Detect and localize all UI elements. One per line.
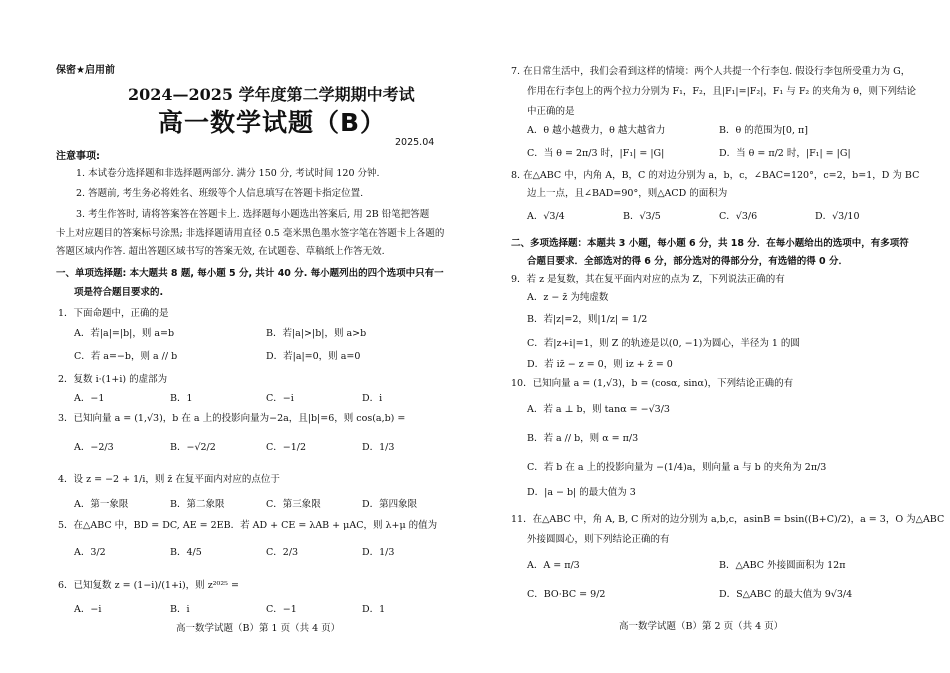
- q2-option-c: C．−i: [266, 393, 294, 404]
- q7-option-c: C．当 θ = 2π/3 时，|F₁| = |G|: [527, 148, 665, 159]
- q10-option-d: D．|a − b| 的最大值为 3: [527, 487, 636, 498]
- q5-option-c: C．2/3: [266, 547, 299, 558]
- q8-option-c: C．√3/6: [719, 211, 758, 222]
- q8-stem-line1: 8. 在△ABC 中，内角 A，B，C 的对边分别为 a，b，c，∠BAC=120°，c=2，b=1，D 为 BC: [511, 170, 920, 181]
- q7-stem-line3: 中正确的是: [527, 106, 575, 117]
- q3-option-c: C．−1/2: [266, 442, 307, 453]
- q1-stem: 1．下面命题中，正确的是: [58, 308, 169, 319]
- q8-option-d: D．√3/10: [815, 211, 860, 222]
- q11-option-a: A．A = π/3: [527, 560, 580, 571]
- q11-option-d: D．S△ABC 的最大值为 9√3/4: [719, 589, 853, 600]
- q4-option-a: A．第一象限: [74, 499, 129, 510]
- q6-option-c: C．−1: [266, 604, 297, 615]
- q11-stem-line2: 外接圆圆心，则下列结论正确的有: [527, 534, 670, 545]
- q5-option-a: A．3/2: [74, 547, 106, 558]
- q8-stem-line2: 边上一点，且∠BAD=90°，则△ACD 的面积为: [527, 188, 728, 199]
- note-3-line2: 卡上对应题目的答案标号涂黑; 非选择题请用直径 0.5 毫米黑色墨水签字笔在答题卡上各题的: [56, 228, 445, 239]
- q9-option-a: A．z − z̄ 为纯虚数: [527, 292, 609, 303]
- page-footer: 高一数学试题（B）第 1 页（共 4 页）: [176, 623, 341, 634]
- exam-title: 2024—2025 学年度第二学期期中考试: [128, 85, 415, 104]
- q7-stem-line2: 作用在行李包上的两个拉力分别为 F₁，F₂，且|F₁|=|F₂|，F₁ 与 F₂ 的夹角为 θ，则下列结论: [527, 86, 916, 97]
- right-page: [475, 0, 950, 673]
- q4-option-d: D．第四象限: [362, 499, 418, 510]
- q9-option-c: C．若|z+i|=1，则 Z 的轨迹是以(0, −1)为圆心，半径为 1 的圆: [527, 338, 800, 349]
- q9-stem: 9．若 z 是复数，其在复平面内对应的点为 Z，下列说法正确的有: [511, 274, 785, 285]
- exam-date: 2025.04: [395, 137, 435, 148]
- q9-option-d: D．若 iz̄ − z = 0，则 iz + z̄ = 0: [527, 359, 673, 370]
- q8-option-b: B．√3/5: [623, 211, 661, 222]
- q11-option-c: C．BO·BC = 9/2: [527, 589, 606, 600]
- q2-stem: 2．复数 i·(1+i) 的虚部为: [58, 374, 168, 385]
- q6-option-a: A．−i: [74, 604, 102, 615]
- q4-stem: 4．设 z = −2 + 1/i，则 z̄ 在复平面内对应的点位于: [58, 474, 280, 485]
- section1-heading-line2: 项是符合题目要求的.: [74, 287, 164, 298]
- q1-option-c: C．若 a=−b，则 a // b: [74, 351, 178, 362]
- q9-option-b: B．若|z|=2，则|1/z| = 1/2: [527, 314, 648, 325]
- section1-heading: 一、单项选择题: 本大题共 8 题, 每小题 5 分, 共计 40 分. 每小题列出的四个选项中只有一: [56, 268, 444, 279]
- q4-option-c: C．第三象限: [266, 499, 321, 510]
- q5-option-d: D．1/3: [362, 547, 395, 558]
- q3-option-d: D．1/3: [362, 442, 395, 453]
- section2-heading-line2: 合题目要求．全部选对的得 6 分，部分选对的得部分分，有选错的得 0 分．: [527, 256, 848, 267]
- q10-option-b: B．若 a // b，则 α = π/3: [527, 433, 639, 444]
- q7-option-d: D．当 θ = π/2 时，|F₁| = |G|: [719, 148, 851, 159]
- q1-option-d: D．若|a|=0，则 a=0: [266, 351, 361, 362]
- q4-option-b: B．第二象限: [170, 499, 225, 510]
- q8-option-a: A．√3/4: [527, 211, 565, 222]
- q3-stem: 3．已知向量 a = (1,√3)，b 在 a 上的投影向量为−2a，且|b|=6，则 cos(a,b) =: [58, 413, 406, 424]
- note-1: 1. 本试卷分选择题和非选择题两部分. 满分 150 分, 考试时间 120 分钟.: [76, 168, 380, 179]
- q11-option-b: B．△ABC 外接圆面积为 12π: [719, 560, 846, 571]
- section2-heading: 二、多项选择题：本题共 3 小题，每小题 6 分，共 18 分．在每小题给出的选项中，有多项符: [511, 238, 909, 249]
- q11-stem-line1: 11．在△ABC 中，角 A, B, C 所对的边分别为 a,b,c，asinB = bsin((B+C)/2)，a = 3，O 为△ABC: [511, 514, 945, 525]
- q10-stem: 10．已知向量 a = (1,√3)，b = (cosα, sinα)，下列结论正确的有: [511, 378, 794, 389]
- q6-stem: 6．已知复数 z = (1−i)/(1+i)，则 z²⁰²⁵ =: [58, 580, 239, 591]
- q7-option-b: B．θ 的范围为[0, π]: [719, 125, 808, 136]
- q2-option-b: B．1: [170, 393, 193, 404]
- q2-option-d: D．i: [362, 393, 383, 404]
- q1-option-b: B．若|a|>|b|，则 a>b: [266, 328, 367, 339]
- q7-stem-line1: 7. 在日常生活中，我们会看到这样的情境：两个人共提一个行李包. 假设行李包所受重力为 G，: [511, 66, 911, 77]
- q7-option-a: A．θ 越小越费力，θ 越大越省力: [527, 125, 666, 136]
- q3-option-a: A．−2/3: [74, 442, 114, 453]
- q5-stem: 5．在△ABC 中，BD = DC, AE = 2EB．若 AD + CE = λAB + μAC，则 λ+μ 的值为: [58, 520, 438, 531]
- q3-option-b: B．−√2/2: [170, 442, 216, 453]
- notes-heading: 注意事项:: [56, 151, 100, 162]
- q10-option-c: C．若 b 在 a 上的投影向量为 −(1/4)a，则向量 a 与 b 的夹角为 2π/3: [527, 462, 827, 473]
- q2-option-a: A．−1: [74, 393, 105, 404]
- page-footer-right: 高一数学试题（B）第 2 页（共 4 页）: [619, 621, 784, 632]
- q5-option-b: B．4/5: [170, 547, 202, 558]
- note-3-line3: 答题区域内作答. 超出答题区域书写的答案无效, 在试题卷、草稿纸上作答无效.: [56, 246, 385, 257]
- note-2: 2. 答题前, 考生务必将姓名、班级等个人信息填写在答题卡指定位置.: [76, 188, 364, 199]
- q6-option-d: D．1: [362, 604, 386, 615]
- confidential-label: 保密★启用前: [56, 65, 115, 76]
- q6-option-b: B．i: [170, 604, 190, 615]
- page-title: 高一数学试题（B）: [158, 108, 387, 137]
- q10-option-a: A．若 a ⊥ b，则 tanα = −√3/3: [527, 404, 670, 415]
- note-3: 3. 考生作答时, 请将答案答在答题卡上. 选择题每小题选出答案后, 用 2B 铅笔把答题: [76, 209, 430, 220]
- q1-option-a: A．若|a|=|b|，则 a=b: [74, 328, 175, 339]
